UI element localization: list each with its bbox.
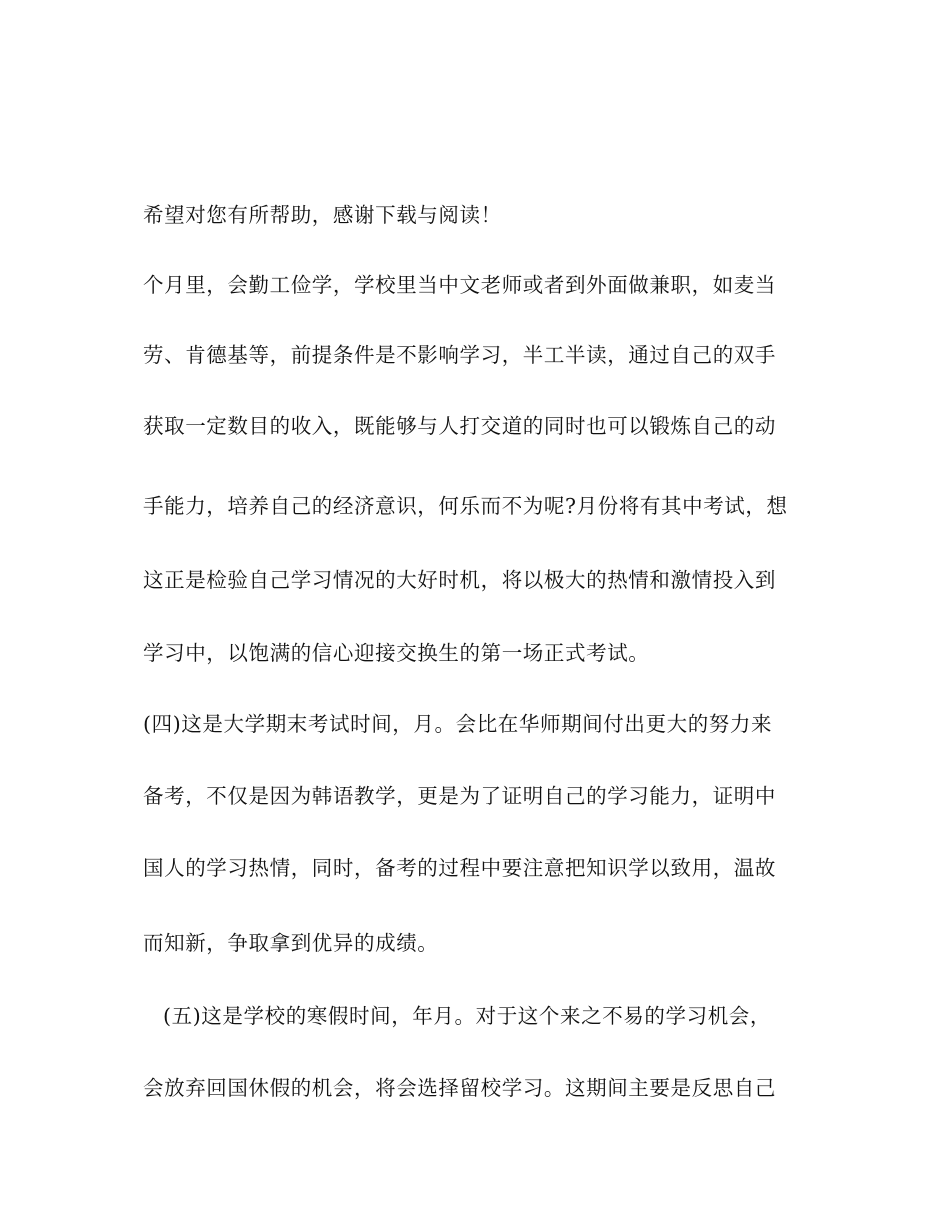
paragraph-line: 学习中，以饱满的信心迎接交换生的第一场正式考试。 [143, 641, 650, 665]
paragraph-line: 会放弃回国休假的机会，将会选择留校学习。这期间主要是反思自己 [143, 1076, 776, 1100]
section-four-line: (四)这是大学期末考试时间，月。会比在华师期间付出更大的努力来 [143, 712, 773, 736]
paragraph-line: 手能力，培养自己的经济意识，何乐而不为呢?月份将有其中考试，想 [143, 494, 788, 518]
paragraph-line: 而知新，争取拿到优异的成绩。 [143, 931, 439, 955]
paragraph-line: 个月里，会勤工俭学，学校里当中文老师或者到外面做兼职，如麦当 [143, 273, 776, 297]
paragraph-line: 这正是检验自己学习情况的大好时机，将以极大的热情和激情投入到 [143, 568, 776, 592]
paragraph-line: 国人的学习热情，同时，备考的过程中要注意把知识学以致用，温故 [143, 856, 776, 880]
section-five-line: (五)这是学校的寒假时间，年月。对于这个来之不易的学习机会， [163, 1004, 771, 1028]
paragraph-line: 备考，不仅是因为韩语教学，更是为了证明自己的学习能力，证明中 [143, 784, 776, 808]
paragraph-line: 劳、肯德基等，前提条件是不影响学习，半工半读，通过自己的双手 [143, 343, 776, 367]
closing-note: 希望对您有所帮助，感谢下载与阅读！ [143, 203, 502, 227]
paragraph-line: 获取一定数目的收入，既能够与人打交道的同时也可以锻炼自己的动 [143, 414, 776, 438]
